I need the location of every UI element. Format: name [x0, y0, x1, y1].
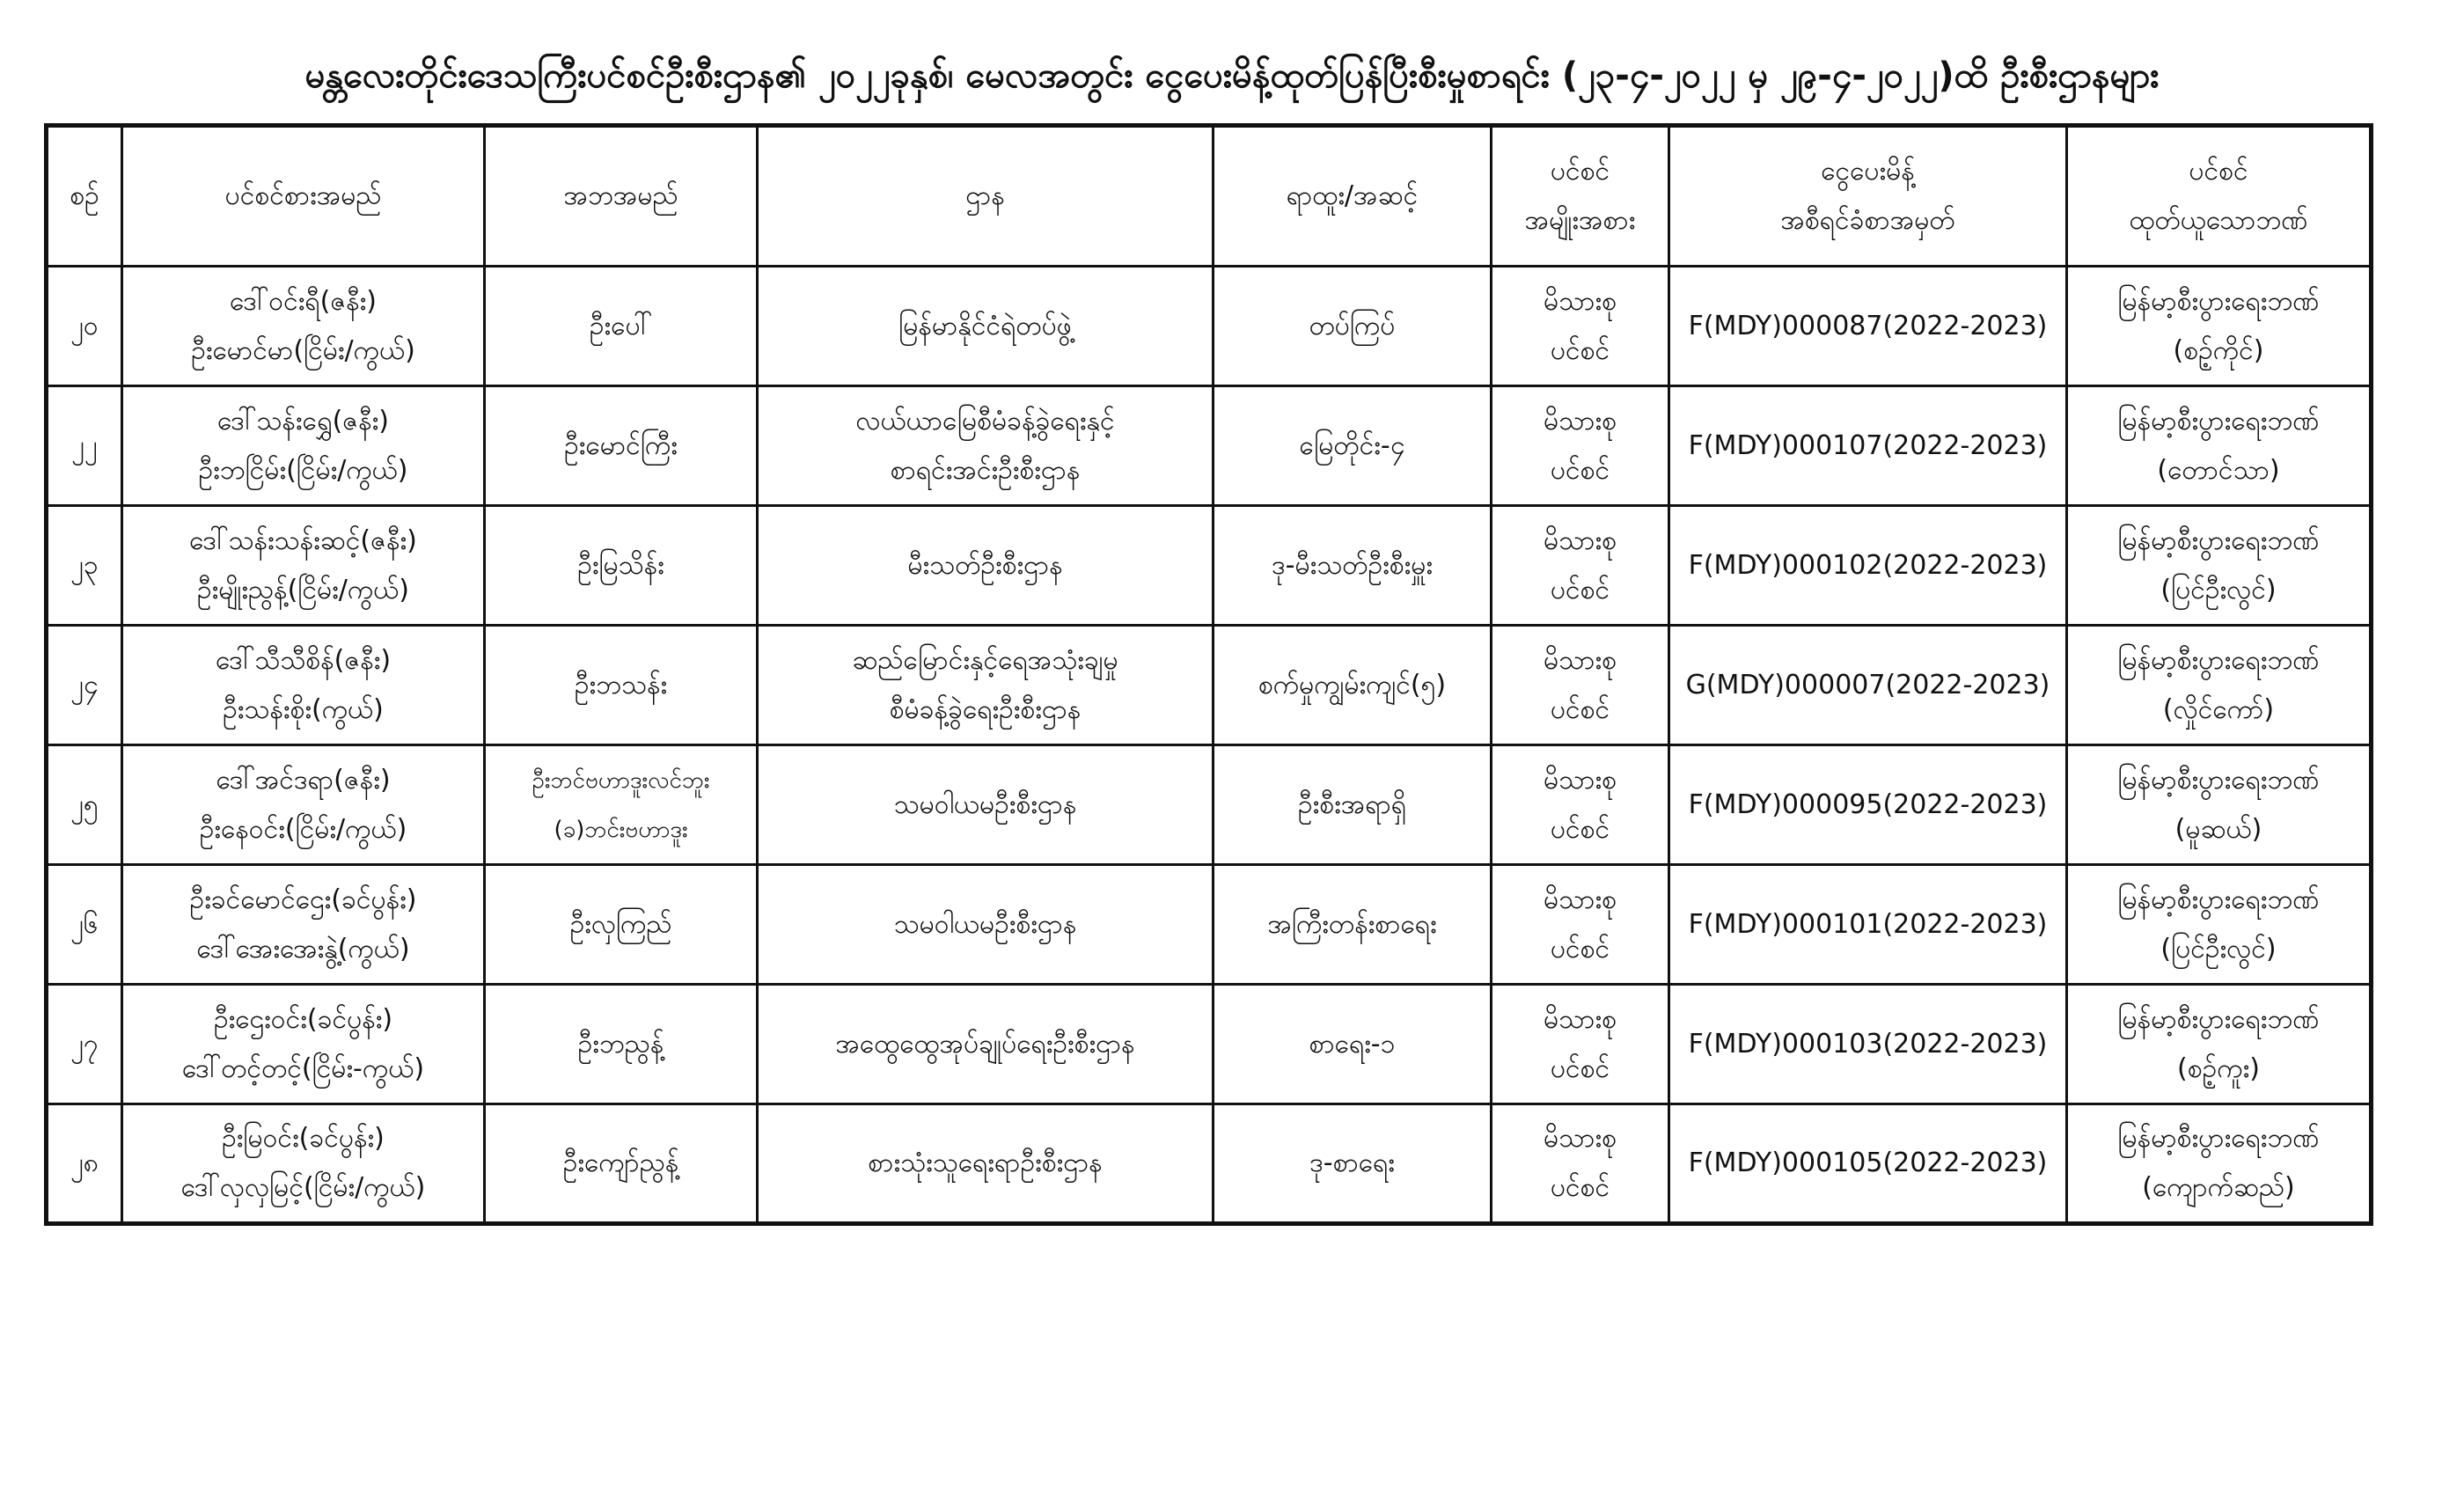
- cell-serial-no: ၂၇: [47, 985, 122, 1104]
- cell-father-name: ဦးဘသန်း: [485, 626, 758, 745]
- cell-bank: မြန်မာ့စီးပွားရေးဘဏ် (ကျောက်ဆည်): [2067, 1104, 2372, 1224]
- table-header-row: [47, 126, 2372, 267]
- cell-permit-number: F(MDY)000103(2022-2023): [1669, 985, 2067, 1104]
- cell-permit-number: F(MDY)000107(2022-2023): [1669, 386, 2067, 506]
- cell-serial-no: ၂၂: [47, 386, 122, 506]
- cell-pensioner-name: ဦးမြဝင်း(ခင်ပွန်း) ဒေါ်လှလှမြင့်(ငြိမ်း/ကွယ်): [122, 1104, 485, 1224]
- cell-bank: မြန်မာ့စီးပွားရေးဘဏ် (တောင်သာ): [2067, 386, 2372, 506]
- cell-permit-number: G(MDY)000007(2022-2023): [1669, 626, 2067, 745]
- header-permit-number: ငွေပေးမိန့် အစီရင်ခံစာအမှတ်: [1669, 126, 2067, 267]
- cell-permit-number: F(MDY)000095(2022-2023): [1669, 745, 2067, 865]
- cell-pensioner-name: ဒေါ်သန်းသန်းဆင့်(ဇနီး) ဦးမျိုးညွန့်(ငြိမ်း/ကွယ်): [122, 506, 485, 626]
- cell-pensioner-name: ဒေါ်သန်းရွှေ(ဇနီး) ဦးဘငြိမ်း(ငြိမ်း/ကွယ်): [122, 386, 485, 506]
- cell-bank: မြန်မာ့စီးပွားရေးဘဏ် (ပြင်ဦးလွင်): [2067, 865, 2372, 985]
- cell-pensioner-name: ဒေါ်သီသီစိန်(ဇနီး) ဦးသန်းစိုး(ကွယ်): [122, 626, 485, 745]
- cell-father-name: ဦးလှကြည်: [485, 865, 758, 985]
- cell-department: လယ်ယာမြေစီမံခန့်ခွဲရေးနှင့် စာရင်းအင်းဦးစီးဌာန: [758, 386, 1214, 506]
- cell-permit-number: F(MDY)000102(2022-2023): [1669, 506, 2067, 626]
- cell-bank: မြန်မာ့စီးပွားရေးဘဏ် (ပြင်ဦးလွင်): [2067, 506, 2372, 626]
- table-row: [47, 985, 2372, 1104]
- table-row: [47, 267, 2372, 386]
- cell-department: သမဝါယမဦးစီးဌာန: [758, 865, 1214, 985]
- table-row: [47, 506, 2372, 626]
- cell-bank: မြန်မာ့စီးပွားရေးဘဏ် (စဉ့်ကူး): [2067, 985, 2372, 1104]
- cell-serial-no: ၂၀: [47, 267, 122, 386]
- table-row: [47, 865, 2372, 985]
- cell-permit-number: F(MDY)000105(2022-2023): [1669, 1104, 2067, 1224]
- header-serial-no: စဉ်: [47, 126, 122, 267]
- cell-rank: ဒု-စာရေး: [1214, 1104, 1492, 1224]
- cell-serial-no: ၂၆: [47, 865, 122, 985]
- cell-rank: ဦးစီးအရာရှိ: [1214, 745, 1492, 865]
- cell-father-name: ဦးပေါ်: [485, 267, 758, 386]
- cell-pension-type: မိသားစု ပင်စင်: [1492, 745, 1669, 865]
- header-rank: ရာထူး/အဆင့်: [1214, 126, 1492, 267]
- cell-rank: စက်မှုကျွမ်းကျင်(၅): [1214, 626, 1492, 745]
- cell-pension-type: မိသားစု ပင်စင်: [1492, 506, 1669, 626]
- cell-rank: အကြီးတန်းစာရေး: [1214, 865, 1492, 985]
- header-father-name: အဘအမည်: [485, 126, 758, 267]
- cell-permit-number: F(MDY)000087(2022-2023): [1669, 267, 2067, 386]
- header-bank: ပင်စင် ထုတ်ယူသောဘဏ်: [2067, 126, 2372, 267]
- cell-pensioner-name: ဒေါ်အင်ဒရာ(ဇနီး) ဦးနေဝင်း(ငြိမ်း/ကွယ်): [122, 745, 485, 865]
- cell-department: စားသုံးသူရေးရာဦးစီးဌာန: [758, 1104, 1214, 1224]
- cell-pension-type: မိသားစု ပင်စင်: [1492, 985, 1669, 1104]
- cell-bank: မြန်မာ့စီးပွားရေးဘဏ် (စဉ့်ကိုင်): [2067, 267, 2372, 386]
- cell-bank: မြန်မာ့စီးပွားရေးဘဏ် (မူဆယ်): [2067, 745, 2372, 865]
- table-row: [47, 626, 2372, 745]
- cell-father-name: ဦးကျော်ညွန့်: [485, 1104, 758, 1224]
- cell-father-name: ဦးဘင်ဗဟာဒူးလင်ဘူး (ခ)ဘင်းဗဟာဒူး: [485, 745, 758, 865]
- cell-department: မြန်မာနိုင်ငံရဲတပ်ဖွဲ့: [758, 267, 1214, 386]
- header-pensioner-name: ပင်စင်စားအမည်: [122, 126, 485, 267]
- cell-pension-type: မိသားစု ပင်စင်: [1492, 1104, 1669, 1224]
- cell-father-name: ဦးမြသိန်း: [485, 506, 758, 626]
- cell-serial-no: ၂၅: [47, 745, 122, 865]
- table-row: [47, 386, 2372, 506]
- header-pension-type: ပင်စင် အမျိုးအစား: [1492, 126, 1669, 267]
- table-row: [47, 745, 2372, 865]
- page-title: မန္တလေးတိုင်းဒေသကြီးပင်စင်ဦးစီးဌာန၏ ၂၀၂၂ခုနှစ်၊ မေလအတွင်း ငွေပေးမိန့်ထုတ်ပြန်ပြီးစီးမှုစာရင်း (၂၃-၄-၂၀၂၂ မှ ၂၉-၄-၂၀၂၂)ထိ ဦးစီးဌာနများ: [304, 55, 2160, 96]
- cell-pensioner-name: ဒေါ်ဝင်းရီ(ဇနီး) ဦးမောင်မာ(ငြိမ်း/ကွယ်): [122, 267, 485, 386]
- cell-serial-no: ၂၃: [47, 506, 122, 626]
- cell-serial-no: ၂၈: [47, 1104, 122, 1224]
- cell-department: သမဝါယမဦးစီးဌာန: [758, 745, 1214, 865]
- header-department: ဌာန: [758, 126, 1214, 267]
- cell-father-name: ဦးမောင်ကြီး: [485, 386, 758, 506]
- cell-rank: မြေတိုင်း-၄: [1214, 386, 1492, 506]
- pension-records-table: [44, 123, 2373, 1226]
- cell-rank: တပ်ကြပ်: [1214, 267, 1492, 386]
- cell-department: ဆည်မြောင်းနှင့်ရေအသုံးချမှု စီမံခန့်ခွဲရေးဦးစီးဌာန: [758, 626, 1214, 745]
- cell-pension-type: မိသားစု ပင်စင်: [1492, 267, 1669, 386]
- cell-department: အထွေထွေအုပ်ချုပ်ရေးဦးစီးဌာန: [758, 985, 1214, 1104]
- cell-pension-type: မိသားစု ပင်စင်: [1492, 386, 1669, 506]
- cell-pension-type: မိသားစု ပင်စင်: [1492, 626, 1669, 745]
- cell-pensioner-name: ဦးခင်မောင်ဌေး(ခင်ပွန်း) ဒေါ်အေးအေးနွဲ့(ကွယ်): [122, 865, 485, 985]
- cell-pension-type: မိသားစု ပင်စင်: [1492, 865, 1669, 985]
- cell-rank: ဒု-မီးသတ်ဦးစီးမှူး: [1214, 506, 1492, 626]
- cell-bank: မြန်မာ့စီးပွားရေးဘဏ် (လှိုင်ကော်): [2067, 626, 2372, 745]
- cell-rank: စာရေး-၁: [1214, 985, 1492, 1104]
- table-row: [47, 1104, 2372, 1224]
- cell-pensioner-name: ဦးဌေးဝင်း(ခင်ပွန်း) ဒေါ်တင့်တင့်(ငြိမ်း-ကွယ်): [122, 985, 485, 1104]
- cell-father-name: ဦးဘညွန့်: [485, 985, 758, 1104]
- cell-permit-number: F(MDY)000101(2022-2023): [1669, 865, 2067, 985]
- cell-serial-no: ၂၄: [47, 626, 122, 745]
- cell-department: မီးသတ်ဦးစီးဌာန: [758, 506, 1214, 626]
